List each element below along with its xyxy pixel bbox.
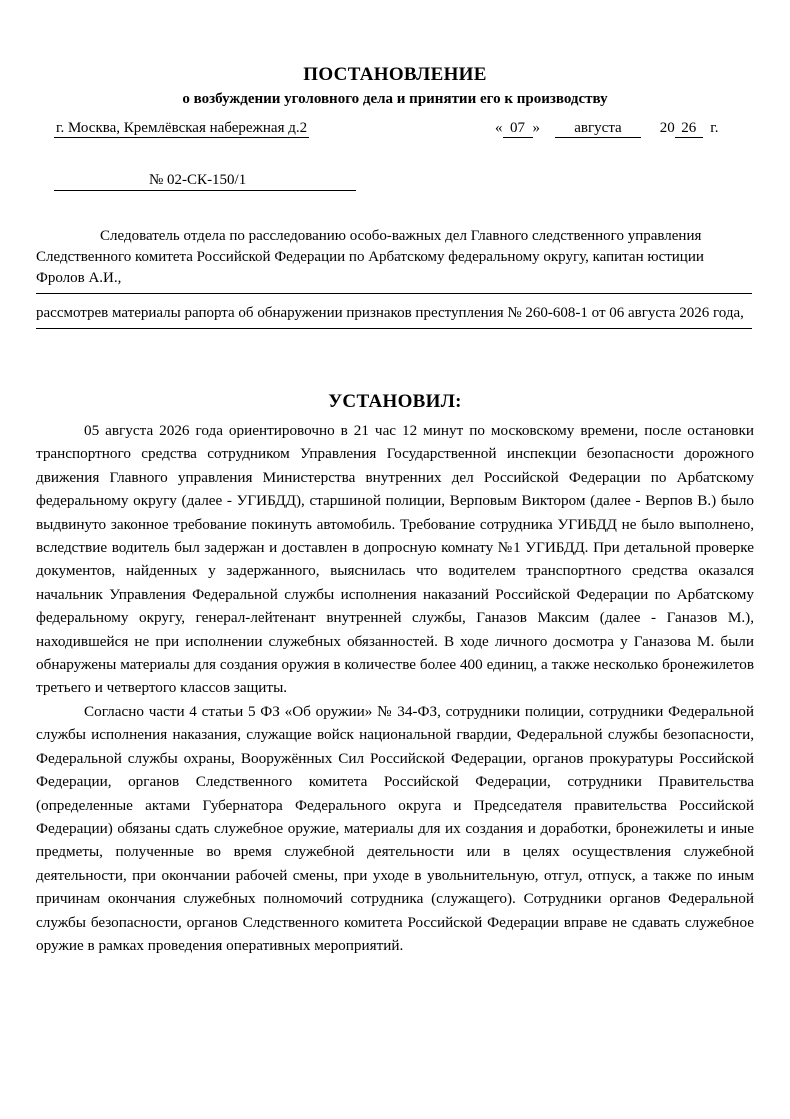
document-title: ПОСТАНОВЛЕНИЕ [303,64,487,85]
date-month: августа [555,119,641,138]
body-paragraph: 05 августа 2026 года ориентировочно в 21 час 12 минут по московскому времени, после остановки транспортного средства сотрудником Управления Государственной инспекции безопасности дорожного движения Главного управления Министерства внутренних дел Российской Федерации по Арбатскому федеральному округу (далее - УГИБДД), старшиной полиции, Верповым Виктором (далее - Верпов В.) было выдвинуто законное требование покинуть автомобиль. Требование сотрудника УГИБДД не было выполнено, вследствие водитель был задержан и доставлен в допросную комнату №1 УГИБДД. При детальной проверке документов, найденных у задержанного, выяснилась что водителем транспортного средства оказался начальник Управления Федеральной службы исполнения наказаний Российской Федерации по Арбатскому федеральному округу, генерал-лейтенант внутренней службы, Ганазов Максим (далее - Ганазов М.), находившейся не при исполнении служебных обязанностей. В ходе личного досмотра у Ганазова М. были обнаружены материалы для создания оружия в количестве более 400 единиц, а также несколько бронежилетов третьего и четвертого классов защиты. [36,422,754,697]
established-heading: УСТАНОВИЛ: [328,391,462,412]
date-close-quote: » [532,120,540,136]
investigator-text: Следователь отдела по расследованию особо-важных дел Главного следственного управления Следственного комитета Российской Федерации по Арбатскому федеральному округу, капитан юстиции Фролов А.И., [36,228,704,286]
body-paragraph: Согласно части 4 статьи 5 ФЗ «Об оружии» № 34-ФЗ, сотрудники полиции, сотрудники Федеральной службы исполнения наказания, служащие войск национальной гвардии, Федеральной службы безопасности, Федеральной службы охраны, Вооружённых Сил Российской Федерации, органов прокуратуры Российской Федерации, органов Следственного комитета Российской Федерации, сотрудники Правительства (определенные актами Губернатора Федерального округа и Председателя правительства Российской Федерации) обязаны сдать служебное оружие, материалы для их создания и доработки, бронежилеты и иные предметы, полученные во время служебной деятельности или в целях осуществления служебной деятельности, при окончании рабочей смены, при уходе в увольнительную, отгул, отпуск, а также по иным причинам окончания служебных полномочий сотрудника (служащего). Сотрудники органов Федеральной службы безопасности, органов Следственного комитета Российской Федерации вправе не сдавать служебное оружие в рамках проведения оперативных мероприятий. [36,702,754,954]
document-subtitle: о возбуждении уголовного дела и принятии его к производству [182,91,608,107]
date-open-quote: « [495,120,503,136]
materials-block [36,303,752,329]
date-year-prefix: 20 [659,120,675,136]
date-year-unit: г. [710,120,719,136]
date-day: 07 [503,119,533,138]
date-of-issue [495,119,718,138]
materials-text: рассмотрев материалы рапорта об обнаружении признаков преступления № 260-608-1 от 06 августа 2026 года, [36,305,744,321]
place-of-issue: г. Москва, Кремлёвская набережная д.2 [56,120,308,136]
date-year-suffix: 26 [675,119,703,138]
case-number: № 02-СК-150/1 [149,172,247,188]
established-body [36,419,754,957]
case-number-line [54,170,356,191]
investigator-block [36,226,752,294]
